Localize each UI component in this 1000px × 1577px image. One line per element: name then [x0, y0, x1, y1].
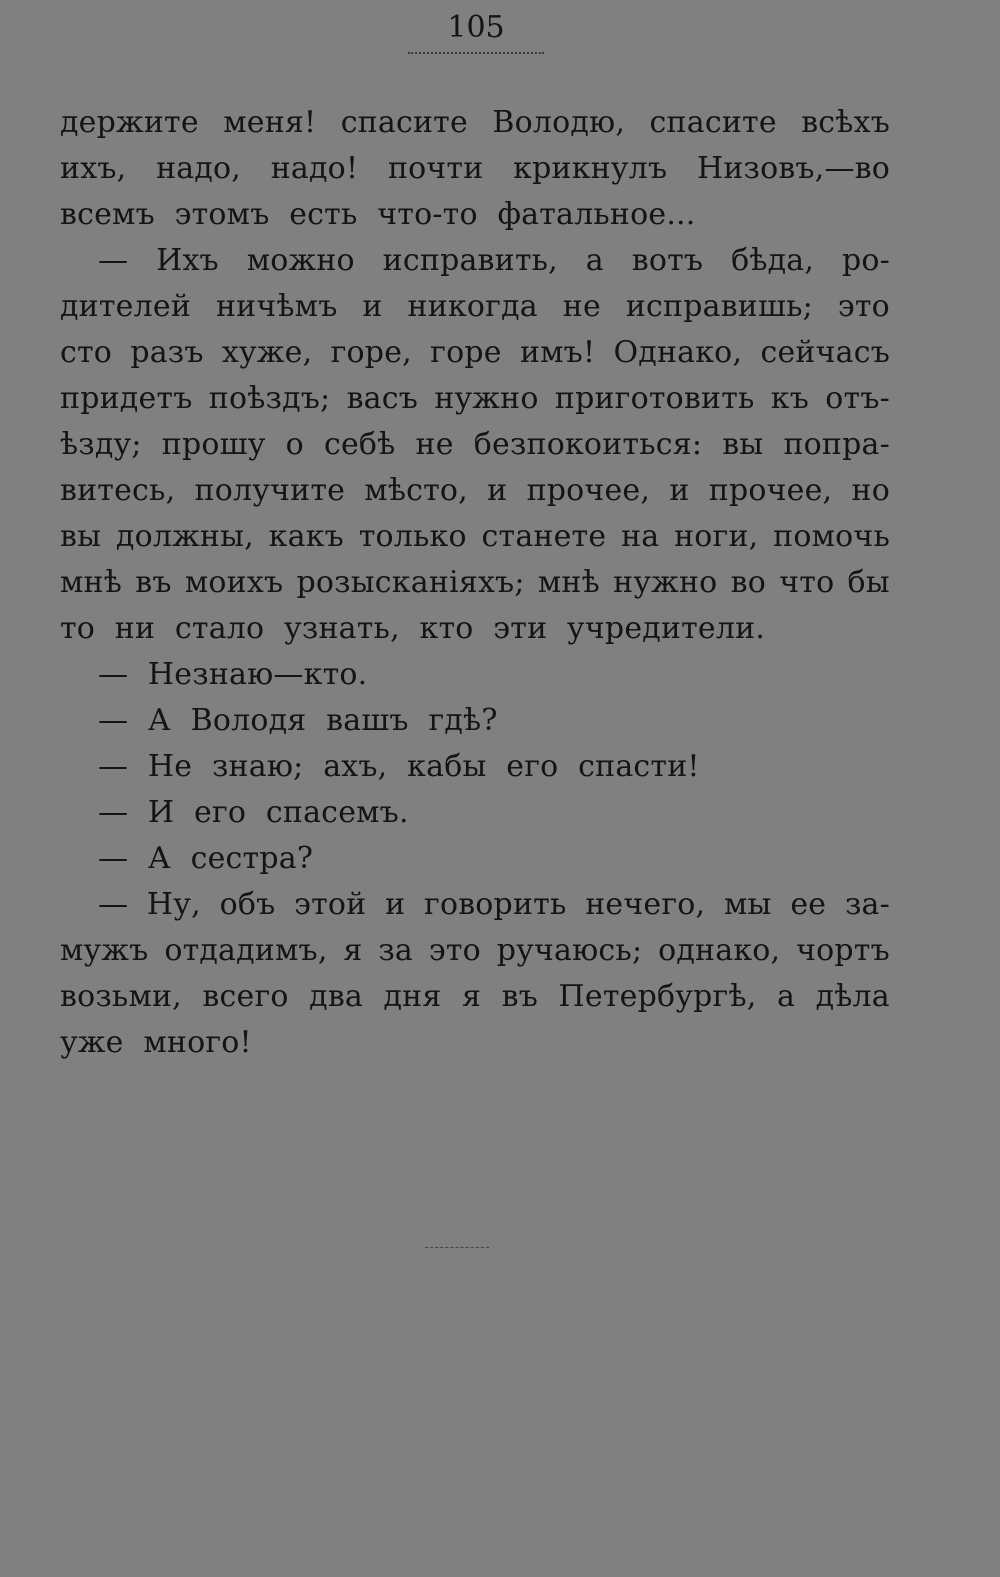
text-line: — Ихъ можно исправить, а вотъ бѣда, ро- — [98, 243, 890, 278]
text-line: — Ну, объ этой и говорить нечего, мы ее за- — [98, 887, 890, 922]
text-line: то ни стало узнать, кто эти учредители. — [60, 611, 766, 646]
text-line: мнѣ въ моихъ розысканіяхъ; мнѣ нужно во что бы — [60, 565, 890, 600]
text-line: дителей ничѣмъ и никогда не исправишь; это — [60, 289, 890, 324]
text-line: — Не знаю; ахъ, кабы его спасти! — [98, 749, 700, 784]
text-line: всемъ этомъ есть что-то фатальное... — [60, 197, 696, 232]
text-line: уже много! — [60, 1025, 252, 1060]
text-line: вы должны, какъ только станете на ноги, помочь — [60, 519, 890, 554]
text-line: ихъ, надо, надо! почти крикнулъ Низовъ,—во — [60, 151, 890, 186]
text-line: — И его спасемъ. — [98, 795, 409, 830]
text-line: мужъ отдадимъ, я за это ручаюсь; однако, чортъ — [60, 933, 890, 968]
text-line: — Незнаю—кто. — [98, 657, 368, 692]
text-line: держите меня! спасите Володю, спасите всѣхъ — [60, 105, 890, 140]
text-line: витесь, получите мѣсто, и прочее, и прочее, но — [60, 473, 890, 508]
text-line: возьми, всего два дня я въ Петербургѣ, а дѣла — [60, 979, 890, 1014]
body-text — [60, 100, 890, 1066]
text-line: придетъ поѣздъ; васъ нужно приготовить къ отъ- — [60, 381, 890, 416]
bottom-rule — [425, 1247, 489, 1248]
text-line: ѣзду; прошу о себѣ не безпокоиться: вы попра- — [60, 427, 890, 462]
text-line: — А сестра? — [98, 841, 314, 876]
page-number: 105 — [447, 10, 505, 45]
text-line: сто разъ хуже, горе, горе имъ! Однако, сейчасъ — [60, 335, 890, 370]
header-rule — [408, 52, 544, 54]
text-line: — А Володя вашъ гдѣ? — [98, 703, 498, 738]
